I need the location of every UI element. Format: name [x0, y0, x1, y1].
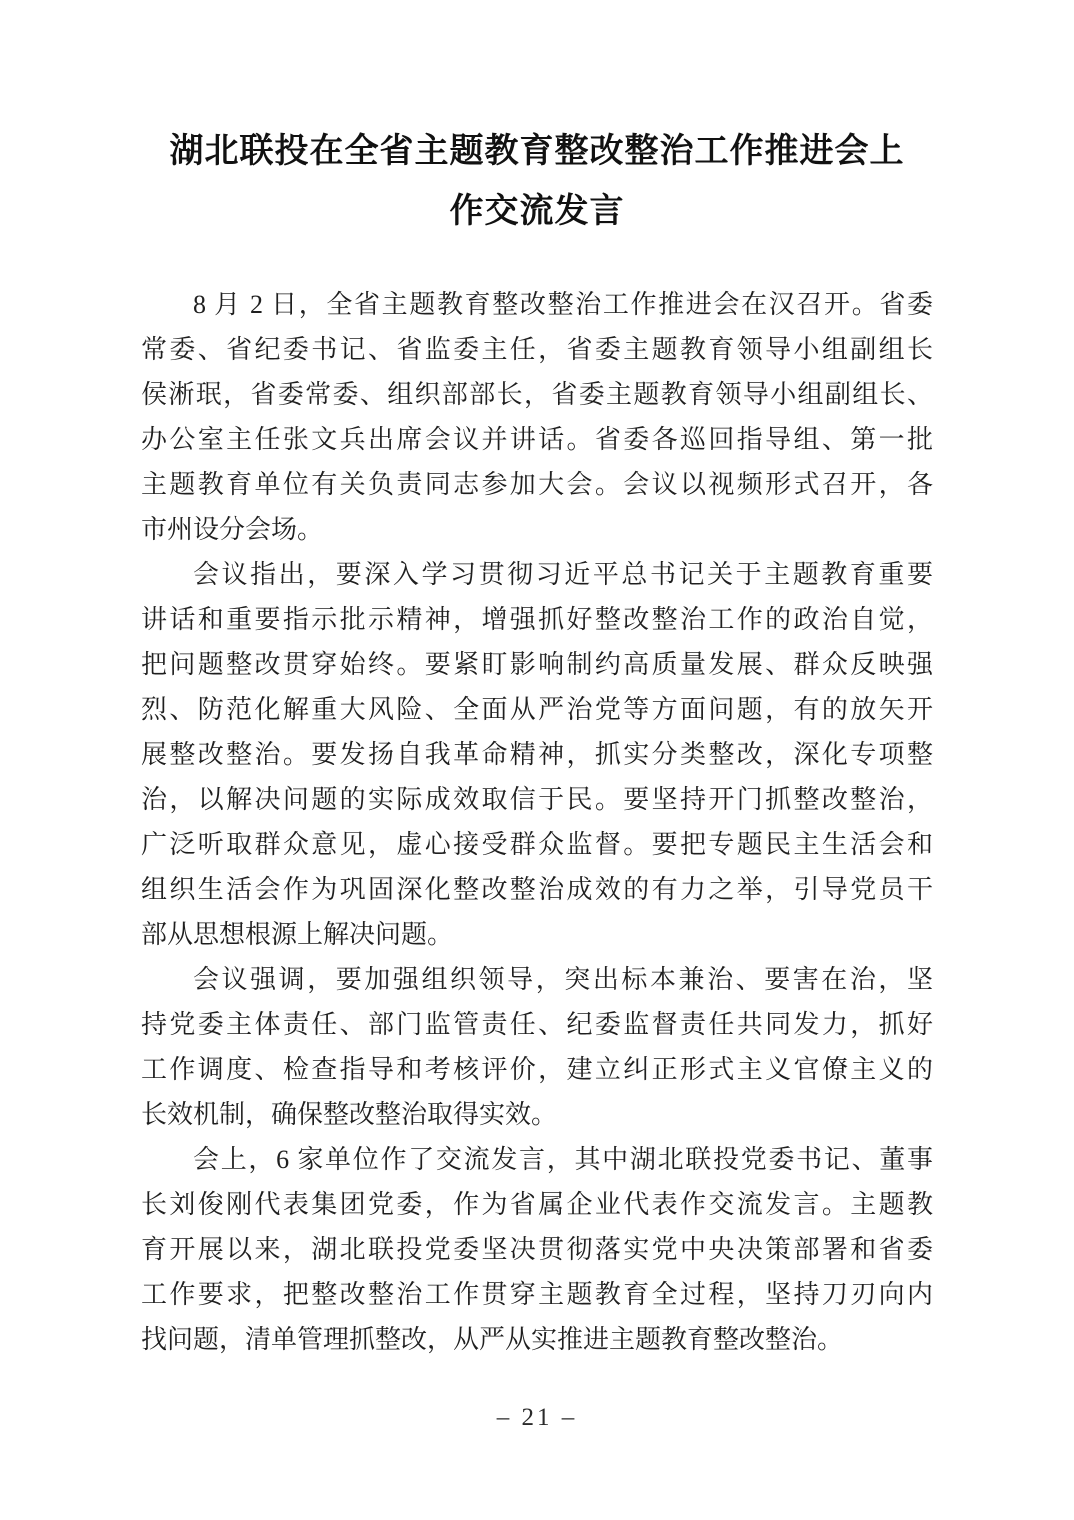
text-line: 侯淅珉，省委常委、组织部部长，省委主题教育领导小组副组长、 [141, 380, 933, 409]
text-line: 工作要求，把整改整治工作贯穿主题教育全过程，坚持刀刃向内 [141, 1280, 933, 1309]
text-line: 会议指出，要深入学习贯彻习近平总书记关于主题教育重要 [193, 560, 933, 589]
text-line: 主题教育单位有关负责同志参加大会。会议以视频形式召开，各 [141, 470, 933, 499]
text-line: 治，以解决问题的实际成效取信于民。要坚持开门抓整改整治， [141, 785, 933, 814]
title-line-2: 作交流发言 [449, 193, 625, 230]
text-line: 办公室主任张文兵出席会议并讲话。省委各巡回指导组、第一批 [141, 425, 933, 454]
text-line: 组织生活会作为巩固深化整改整治成效的有力之举，引导党员干 [141, 875, 933, 904]
text-line: 会议强调，要加强组织领导，突出标本兼治、要害在治，坚 [193, 965, 933, 994]
text-line: 找问题，清单管理抓整改，从严从实推进主题教育整改整治。 [141, 1325, 844, 1354]
paragraph [141, 282, 933, 552]
text-line: 育开展以来，湖北联投党委坚决贯彻落实党中央决策部署和省委 [141, 1235, 933, 1264]
paragraph [141, 552, 933, 957]
text-line: 讲话和重要指示批示精神，增强抓好整改整治工作的政治自觉， [141, 605, 933, 634]
title-line-1: 湖北联投在全省主题教育整改整治工作推进会上 [169, 133, 905, 170]
text-line: 长效机制，确保整改整治取得实效。 [141, 1100, 558, 1129]
document-title [0, 0, 1074, 242]
document-body [141, 282, 933, 1362]
text-line: 部从思想根源上解决问题。 [141, 920, 454, 949]
text-line: 会上，6 家单位作了交流发言，其中湖北联投党委书记、董事 [193, 1145, 933, 1174]
text-line: 市州设分会场。 [141, 515, 324, 544]
text-line: 把问题整改贯穿始终。要紧盯影响制约高质量发展、群众反映强 [141, 650, 933, 679]
text-line: 展整改整治。要发扬自我革命精神，抓实分类整改，深化专项整 [141, 740, 933, 769]
page-number: – 21 – [496, 1404, 578, 1431]
text-line: 广泛听取群众意见，虚心接受群众监督。要把专题民主生活会和 [141, 830, 933, 859]
text-line: 常委、省纪委书记、省监委主任，省委主题教育领导小组副组长 [141, 335, 933, 364]
paragraph [141, 1137, 933, 1362]
text-line: 长刘俊刚代表集团党委，作为省属企业代表作交流发言。主题教 [141, 1190, 933, 1219]
text-line: 8 月 2 日，全省主题教育整改整治工作推进会在汉召开。省委 [193, 290, 933, 319]
text-line: 持党委主体责任、部门监管责任、纪委监督责任共同发力，抓好 [141, 1010, 933, 1039]
text-line: 烈、防范化解重大风险、全面从严治党等方面问题，有的放矢开 [141, 695, 933, 724]
text-line: 工作调度、检查指导和考核评价，建立纠正形式主义官僚主义的 [141, 1055, 933, 1084]
paragraph [141, 957, 933, 1137]
